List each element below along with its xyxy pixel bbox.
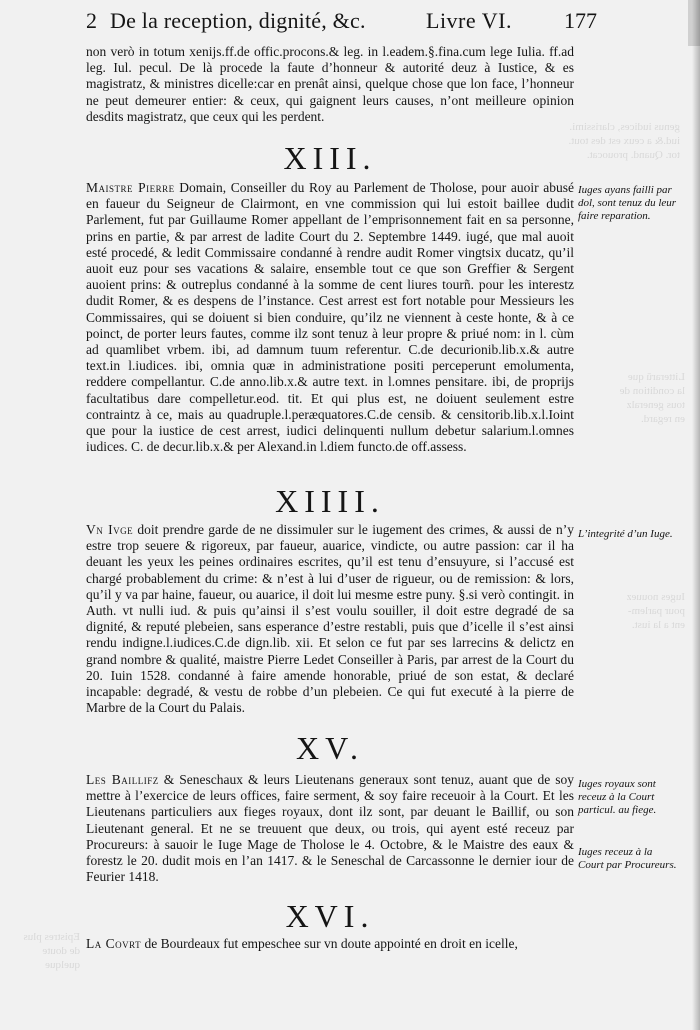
paragraph-body: de Bourdeaux fut empeschee sur vn doute appointé en droit en icelle,	[141, 936, 518, 951]
paragraph-body: doit prendre garde de ne dissimuler sur le iugement des crimes, & aussi de n’y estre trop seuere & rigoreux, par faueur, auarice, vindicte, ou autre passion: car il ha deuant les yeux les peines ordinaires escrites, qu’il est tenu d’ensuyure, si l’accusé est chargé probablement du crime: & n’est à lui d’user de rigueur, ou de remission: & lors, qu’il y va par haine, faueur, ou auarice, il doit lui mesme estre puny. §.si verò contingit. in Auth. vt nulli iud. & puis qu’ainsi il s’est voulu souiller, il doit estre degradé de sa dignité, & reputé plebeien, sans esperance d’estre restabli, puis que d’icelle il s’est ainsi rendu indigne.l.iudices.C.de dign.lib. xii. Et selon ce fut par ses larrecins & delictz en grand nombre & qualité, maistre Pierre Ledet Conseiller à Paris, par arrest de la Court du 20. Iuin 1528. condanné à faire amende honorable, priué de son estat, & declaré incapable: degradé, & vestu de robbe d’un plebeien. Ce qui fut executé à la pierre de Marbre de la Court du Palais.	[86, 522, 574, 716]
paragraph-text	[86, 772, 574, 885]
show-through-text: genus iudices, clarissimi. iud.& a ceux est des tout. tor. Quand. prouocat.	[568, 121, 680, 161]
paragraph-body: & Seneschaux & leurs Lieutenans generaux sont tenuz, auant que de soy mettre à l’exercice de leurs offices, faire serment, & soy faire receuoir à la Court. Et les Lieutenans particuliers aux fieges royaux, dont ilz sont, par deuant le Baillif, ou son Lieutenant general. Et ne se treuuent que deux, ou trois, qui ayent esté receuz par Procureurs: à sauoir le Iuge Mage de Tholose le 4. Octobre, & le Maistre des eaux & forestz le 20. dudit mois en l’an 1417. & le Seneschal de Carcassonne le dernier iour de Feurier 1418.	[86, 772, 574, 885]
running-header	[86, 8, 686, 36]
page-edge-shadow	[692, 0, 700, 1030]
paragraph-body: Domain, Conseiller du Roy au Parlement de Tholose, pour auoir abusé en faueur du Seigneur de Clairmont, en vne commission qui lui estoit baillee dudit Parlement, fut par Guillaume Romer appellant de l’emprisonnement fait en sa personne, prins en partie, & par arrest de ladite Court du 2. Septembre 1449. iugé, que mal auoit esté procedé, & ledit Commissaire condanné à rendre audit Romer vingtsix ducatz, qu’il auoit euz pour ses vacations & salaire, ensemble tout ce que son Greffier & Sergent auoient prins: & outreplus condanné à la somme de cent liures tourñ. pour les interestz dudit Romer, & es despens de l’instance. Cest arrest est fort notable pour Messieurs les Commissaires, qui se doiuent si bien conduire, qu’ilz ne viennent à ceste honte, & à ce poinct, de porter leurs fautes, comme ilz sont tenuz à leur propre & priué nom: in l. cùm ad quamlibet vrbem. ibi, ad damnum tuum referentur. C.de decurionib.lib.x.& autre text.in l.iudices. ibi, omnia quæ in administratione positi perceperunt emolumenta, reddere compellantur. C.de anno.lib.x.& autre text. in l.omnes pensitare. ibi, de proprijs facultatibus dare compelletur.eod. tit. Et qui plus est, ne doiuent seulement estre contraintz à ce, mais au quadruple.l.peræquatores.C.de censib. & censitorib.lib.x.l.Ioint que pour la iustice de cest arrest, iudici delinquenti nullum debetur salarium.l.omnes iudices. C. de decur.lib.x.& per Alexand.in l.diem functo.de off.assess.	[86, 180, 574, 455]
paragraph-lead: La Covrt	[86, 936, 142, 951]
paragraph-lead: Vn Ivge	[86, 522, 134, 537]
margin-note: Iuges royaux sont receuz à la Court particul. au fiege.	[578, 778, 657, 816]
running-title: De la reception, dignité, &c.	[110, 8, 366, 33]
section-heading-xvi: XVI.	[285, 898, 375, 934]
show-through-note: Iuges nouuez pour parlem- ent a la iust.	[626, 591, 685, 631]
paragraph-lead: Les Baillifz	[86, 772, 159, 787]
margin-note: L’integrité d’un Iuge.	[578, 528, 673, 540]
show-through-note: Epistres plus de doute quelque	[23, 931, 80, 971]
paragraph-lead: Maistre Pierre	[86, 180, 175, 195]
section-heading-xiii: XIII.	[283, 140, 377, 176]
section-xv-body	[86, 772, 574, 885]
paragraph-text	[86, 936, 574, 952]
paragraph-text	[86, 180, 574, 455]
section-xiiii-body	[86, 522, 574, 716]
section-heading-xiiii: XIIII.	[275, 483, 385, 519]
intro-paragraph	[86, 44, 574, 125]
section-heading-xv: XV.	[295, 730, 365, 766]
paragraph-text: non verò in totum xenijs.ff.de offic.procons.& leg. in l.eadem.§.fina.cum lege Iulia. ff.ad leg. Iul. pecul. De là procede la faute d’honneur & autorité deuz à Iustice, & es magistratz, & ministres dicelle:car en prenât ainsi, quelque chose que lon face, l’honneur ne peut demeurer entier: & ceux, qui gaignent leurs causes, n’ont meilleure opinion desdits magistratz, que ceux qui les perdent.	[86, 44, 574, 124]
section-xiii-body	[86, 180, 574, 455]
left-page-number: 2	[86, 8, 97, 33]
section-xvi-body	[86, 936, 574, 952]
paragraph-text	[86, 522, 574, 716]
show-through-note: Litterarū que la condition de tous generalz en regard.	[619, 371, 685, 425]
page-number: 177	[564, 8, 597, 33]
book-number: Livre VI.	[426, 8, 512, 33]
margin-note: Iuges receuz à la Court par Procureurs.	[578, 846, 677, 871]
margin-note: Iuges ayans failli par dol, sont tenuz du leur faire reparation.	[578, 184, 677, 222]
